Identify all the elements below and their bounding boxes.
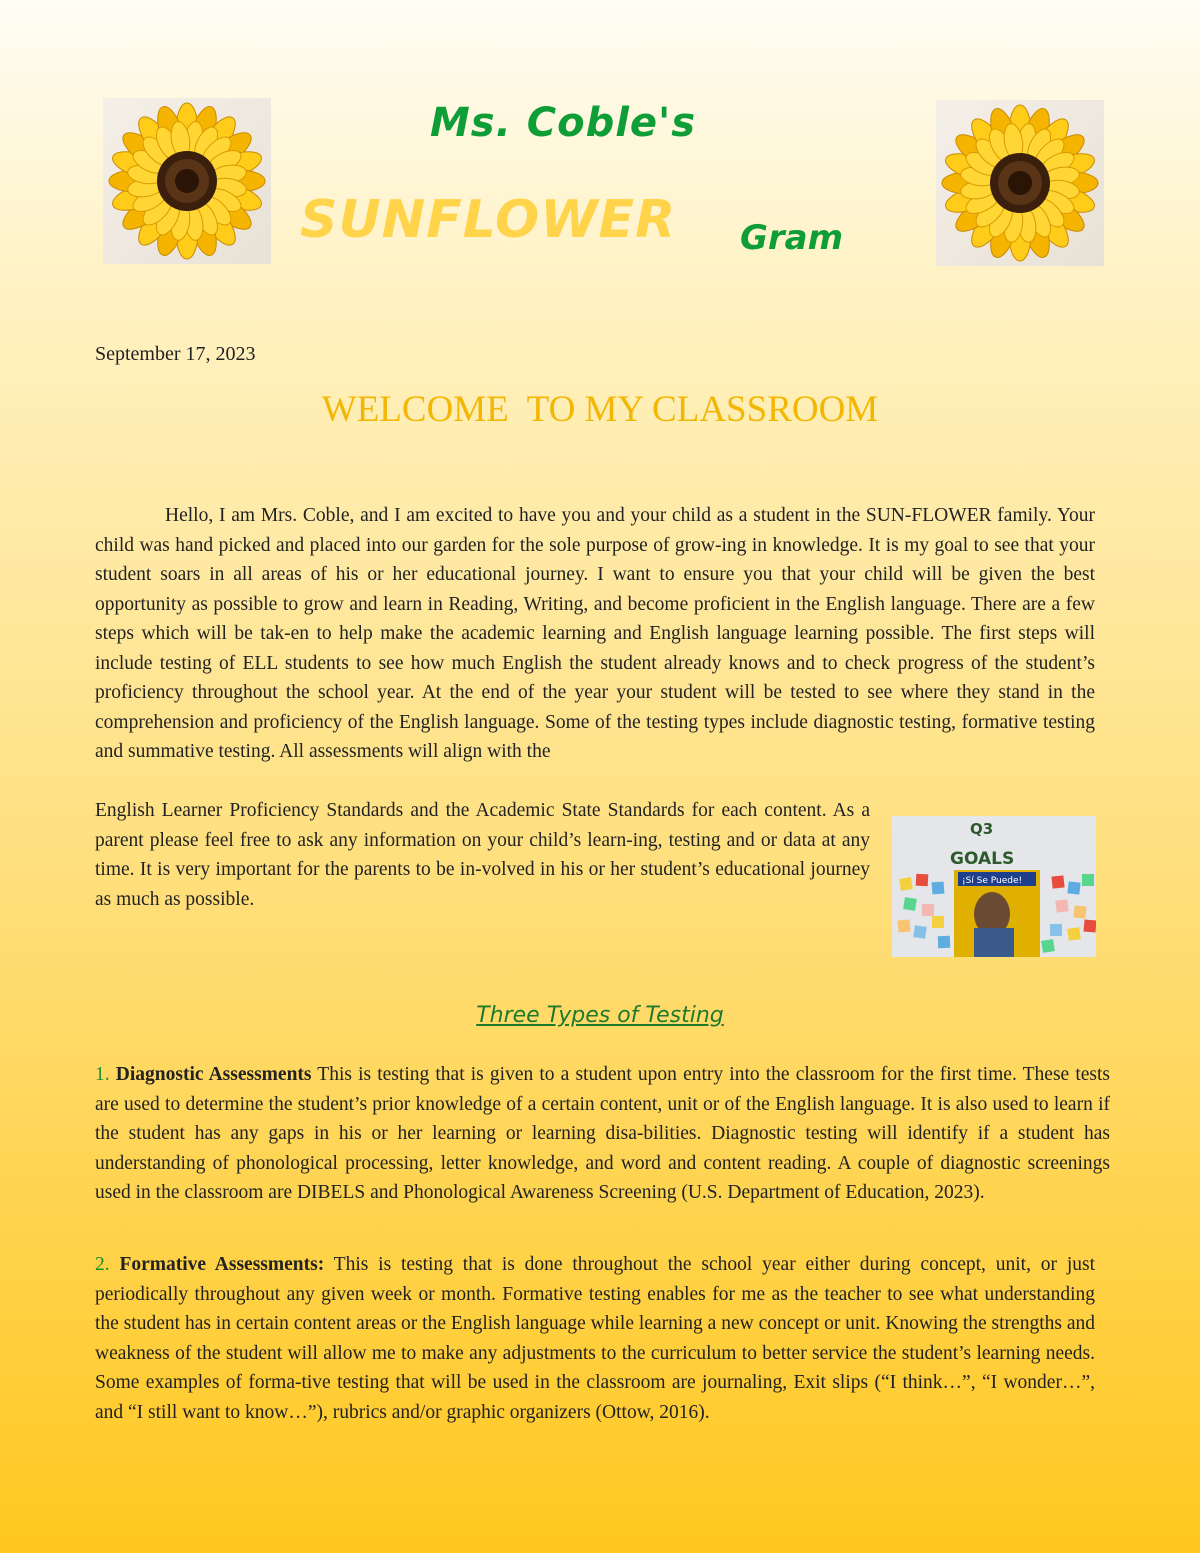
goals-board-photo: [892, 816, 1096, 957]
newsletter-title-sunflower: SUNFLOWER: [300, 190, 677, 250]
item-heading: Diagnostic Assessments: [115, 1064, 312, 1085]
welcome-heading: WELCOME TO MY CLASSROOM: [321, 389, 879, 430]
newsletter-title-gram: Gram: [740, 218, 844, 258]
photo-banner: ¡Sí Se Puede!: [962, 876, 1023, 886]
intro-paragraph-tail: English Learner Proficiency Standards and the Academic State Standards for each content. As a parent please feel free to ask any information on your child’s learn-ing, testing and or data at any time. It is very important for the parents to be in-volved in his or her student’s educational journey as much as possible.: [95, 800, 870, 910]
item-heading: Formative Assessments:: [119, 1254, 325, 1275]
sunflower-icon: [107, 101, 267, 261]
section-title-testing: Three Types of Testing: [476, 1003, 724, 1028]
newsletter-title-name: Ms. Coble's: [430, 100, 697, 146]
photo-goals-label: GOALS: [950, 849, 1015, 869]
item-number: 1.: [95, 1064, 110, 1085]
intro-paragraph: Hello, I am Mrs. Coble, and I am excited to have you and your child as a student in the SUN-FLOWER family. Your child was hand picked and placed into our garden for the sole purpose of grow-ing in knowledge. It is my goal to see that your student soars in all areas of his or her educational journey. I want to ensure you that your child will be given the best opportunity as possible to grow and learn in Reading, Writing, and become proficient in the English language. There are a few steps which will be tak-en to help make the academic learning and English language learning possible. The first steps will include testing of ELL students to see how much English the student already knows and to check progress of the student’s proficiency throughout the school year. At the end of the year your student will be tested to see where they stand in the comprehension and proficiency of the English language. Some of the testing types include diagnostic testing, formative testing and summative testing. All assessments will align with the: [95, 505, 1095, 762]
diagnostic-assessments-paragraph: 1. Diagnostic Assessments This is testing that is given to a student upon entry into the classroom for the first time. These tests are used to determine the student’s prior knowledge of a certain content, unit or of the English language. It is also used to learn if the student has any gaps in his or her learning or learning disa-bilities. Diagnostic testing will identify if a student has understanding of phonological processing, letter knowledge, and word and content reading. A couple of diagnostic screenings used in the classroom are DIBELS and Phonological Awareness Screening (U.S. Department of Education, 2023).: [95, 1064, 1110, 1203]
sunflower-image-right: [936, 100, 1104, 266]
sunflower-icon: [940, 103, 1100, 263]
photo-q3-label: Q3: [970, 820, 994, 838]
formative-assessments-paragraph: 2. Formative Assessments: This is testing that is done throughout the school year either during concept, unit, or just periodically throughout any given week or month. Formative testing enables for me as the teacher to see what understanding the student has in certain content areas or the English language while learning a new concept or unit. Knowing the strengths and weakness of the student will allow me to make any adjustments to the curriculum to better service the student’s learning needs. Some examples of forma-tive testing that will be used in the classroom are journaling, Exit slips (“I think…”, “I wonder…”, and “I still want to know…”), rubrics and/or graphic organizers (Ottow, 2016).: [95, 1254, 1095, 1423]
sunflower-image-left: [103, 98, 271, 264]
letter-date: September 17, 2023: [95, 343, 256, 365]
item-number: 2.: [95, 1254, 110, 1275]
